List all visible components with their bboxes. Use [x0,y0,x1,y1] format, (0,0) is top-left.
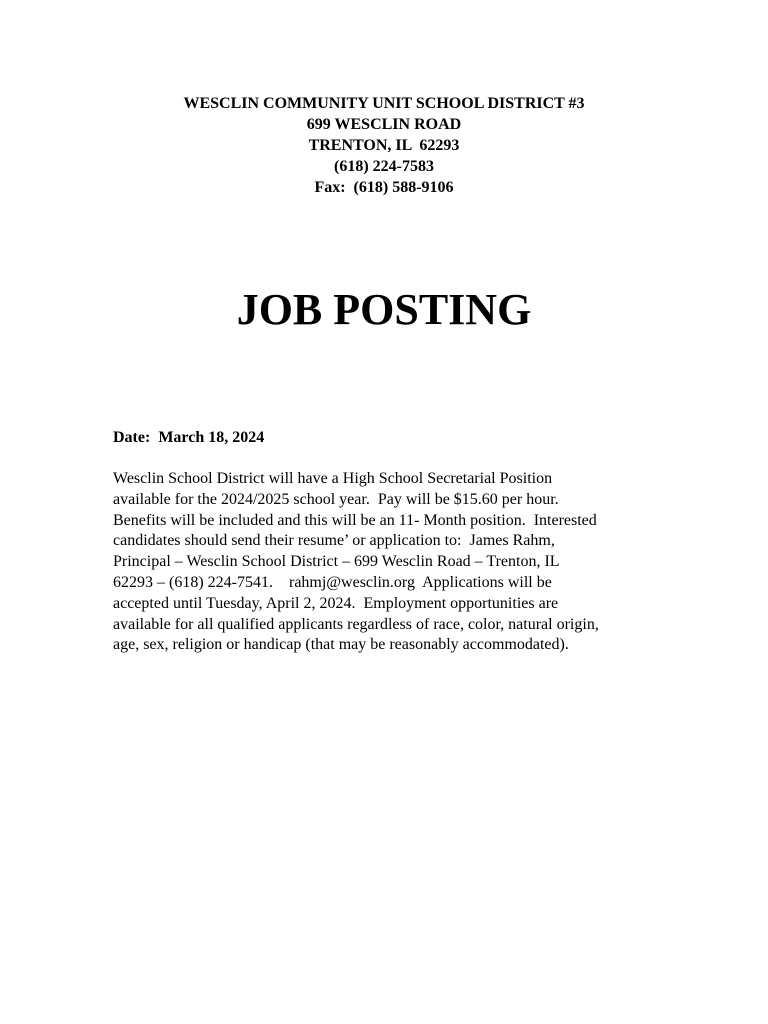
fax-number: Fax: (618) 588-9106 [314,179,454,196]
letterhead [0,93,768,198]
posting-body [113,469,673,656]
posting-date: Date: March 18, 2024 [113,429,265,446]
body-line: available for all qualified applicants regardless of race, color, natural origin, [113,615,599,633]
body-line: candidates should send their resume’ or application to: James Rahm, [113,532,555,550]
body-line: available for the 2024/2025 school year. Pay will be $15.60 per hour. [113,490,559,508]
body-line: age, sex, religion or handicap (that may be reasonably accommodated). [113,636,569,654]
page-title: JOB POSTING [236,285,532,334]
phone-number: (618) 224-7583 [334,158,434,175]
district-name: WESCLIN COMMUNITY UNIT SCHOOL DISTRICT #3 [183,95,585,112]
city-state-zip: TRENTON, IL 62293 [308,137,460,154]
street-address: 699 WESCLIN ROAD [306,116,462,133]
body-line: Wesclin School District will have a High School Secretarial Position [113,470,553,487]
body-line: 62293 – (618) 224-7541. rahmj@wesclin.org Applications will be [113,573,552,591]
body-line: Principal – Wesclin School District – 699 Wesclin Road – Trenton, IL [113,553,560,571]
body-line: accepted until Tuesday, April 2, 2024. Employment opportunities are [113,594,559,612]
body-line: Benefits will be included and this will be an 11- Month position. Interested [113,511,597,529]
